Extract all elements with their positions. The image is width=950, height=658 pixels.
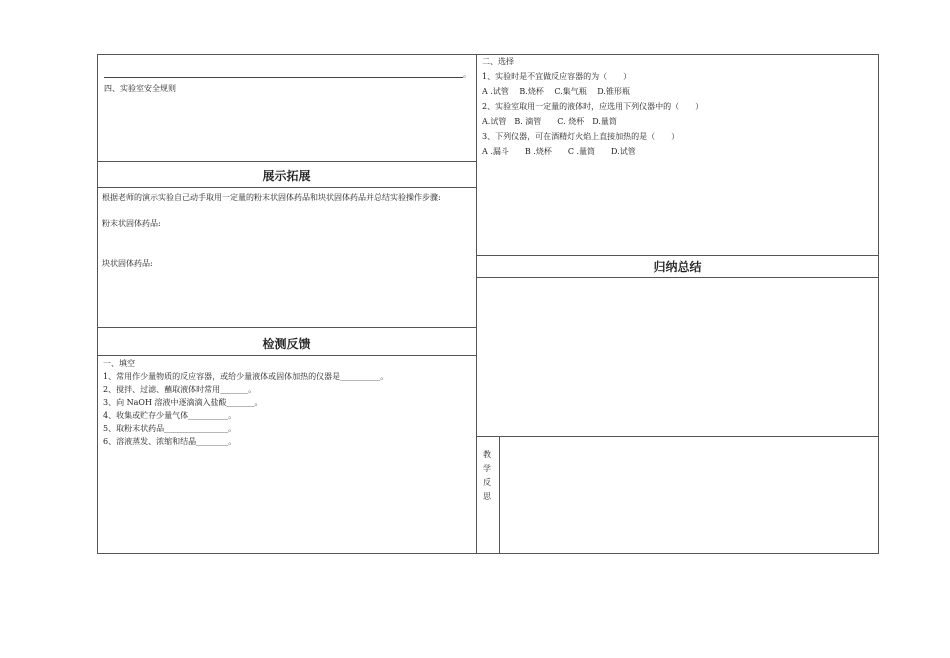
choice-question-3: 3、下列仪器，可在酒精灯火焰上直接加热的是（ ） xyxy=(482,132,680,141)
choice-question-2: 2、实验室取用一定量的液体时，应选用下列仪器中的（ ） xyxy=(482,102,704,111)
summary-heading: 归纳总结 xyxy=(653,260,702,274)
expansion-heading: 展示拓展 xyxy=(262,169,311,183)
divider-summary-heading xyxy=(476,277,879,278)
choice-options-1: A .试管 B.烧杯 C.集气瓶 D.锥形瓶 xyxy=(482,87,630,96)
fill-blank-item-6: 6、溶液蒸发、浓缩和结晶________。 xyxy=(103,437,237,446)
column-divider xyxy=(476,54,477,554)
fill-blank-item-4: 4、收集或贮存少量气体__________。 xyxy=(103,411,237,420)
block-solid-label: 块状固体药品: xyxy=(102,259,153,268)
fill-blank-title: 一、填空 xyxy=(103,359,135,368)
divider-feedback-heading xyxy=(97,355,476,356)
fill-blank-item-1: 1、常用作少量物质的反应容器，或给少量液体或固体加热的仪器是__________。 xyxy=(103,372,389,381)
reflection-label-divider xyxy=(499,436,500,554)
reflection-label-char-1: 教 xyxy=(483,450,491,459)
reflection-label-char-4: 思 xyxy=(483,492,491,501)
choice-options-2: A.试管 B. 滴管 C. 烧杯 D.量筒 xyxy=(482,117,617,126)
reflection-label-char-2: 学 xyxy=(483,464,491,473)
answer-blank-line xyxy=(104,77,463,78)
divider-expansion-top xyxy=(97,161,476,162)
choice-options-3: A .漏斗 B .烧杯 C .量筒 D.试管 xyxy=(482,147,636,156)
fill-blank-item-3: 3、向 NaOH 溶液中逐滴滴入盐酸_______。 xyxy=(103,398,263,407)
expansion-instructions: 根据老师的演示实验自己动手取用一定量的粉末状固体药品和块状固体药品并总结实验操作步骤: xyxy=(102,193,441,202)
choice-question-1: 1、实验时是不宜做反应容器的为（ ） xyxy=(482,72,632,81)
powder-solid-label: 粉末状固体药品: xyxy=(102,219,161,228)
divider-feedback-top xyxy=(97,327,476,328)
safety-rules-title: 四、实验室安全规则 xyxy=(104,84,176,93)
feedback-heading: 检测反馈 xyxy=(262,337,311,351)
reflection-label-char-3: 反 xyxy=(483,478,491,487)
fill-blank-item-5: 5、取粉末状药品________________。 xyxy=(103,424,237,433)
divider-summary-top xyxy=(476,255,879,256)
divider-expansion-heading xyxy=(97,187,476,188)
answer-end-mark: 。 xyxy=(463,70,471,79)
fill-blank-item-2: 2、搅拌、过滤、蘸取液体时常用_______。 xyxy=(103,385,257,394)
choice-section-title: 二、选择 xyxy=(482,57,514,66)
divider-reflection-top xyxy=(476,436,879,437)
